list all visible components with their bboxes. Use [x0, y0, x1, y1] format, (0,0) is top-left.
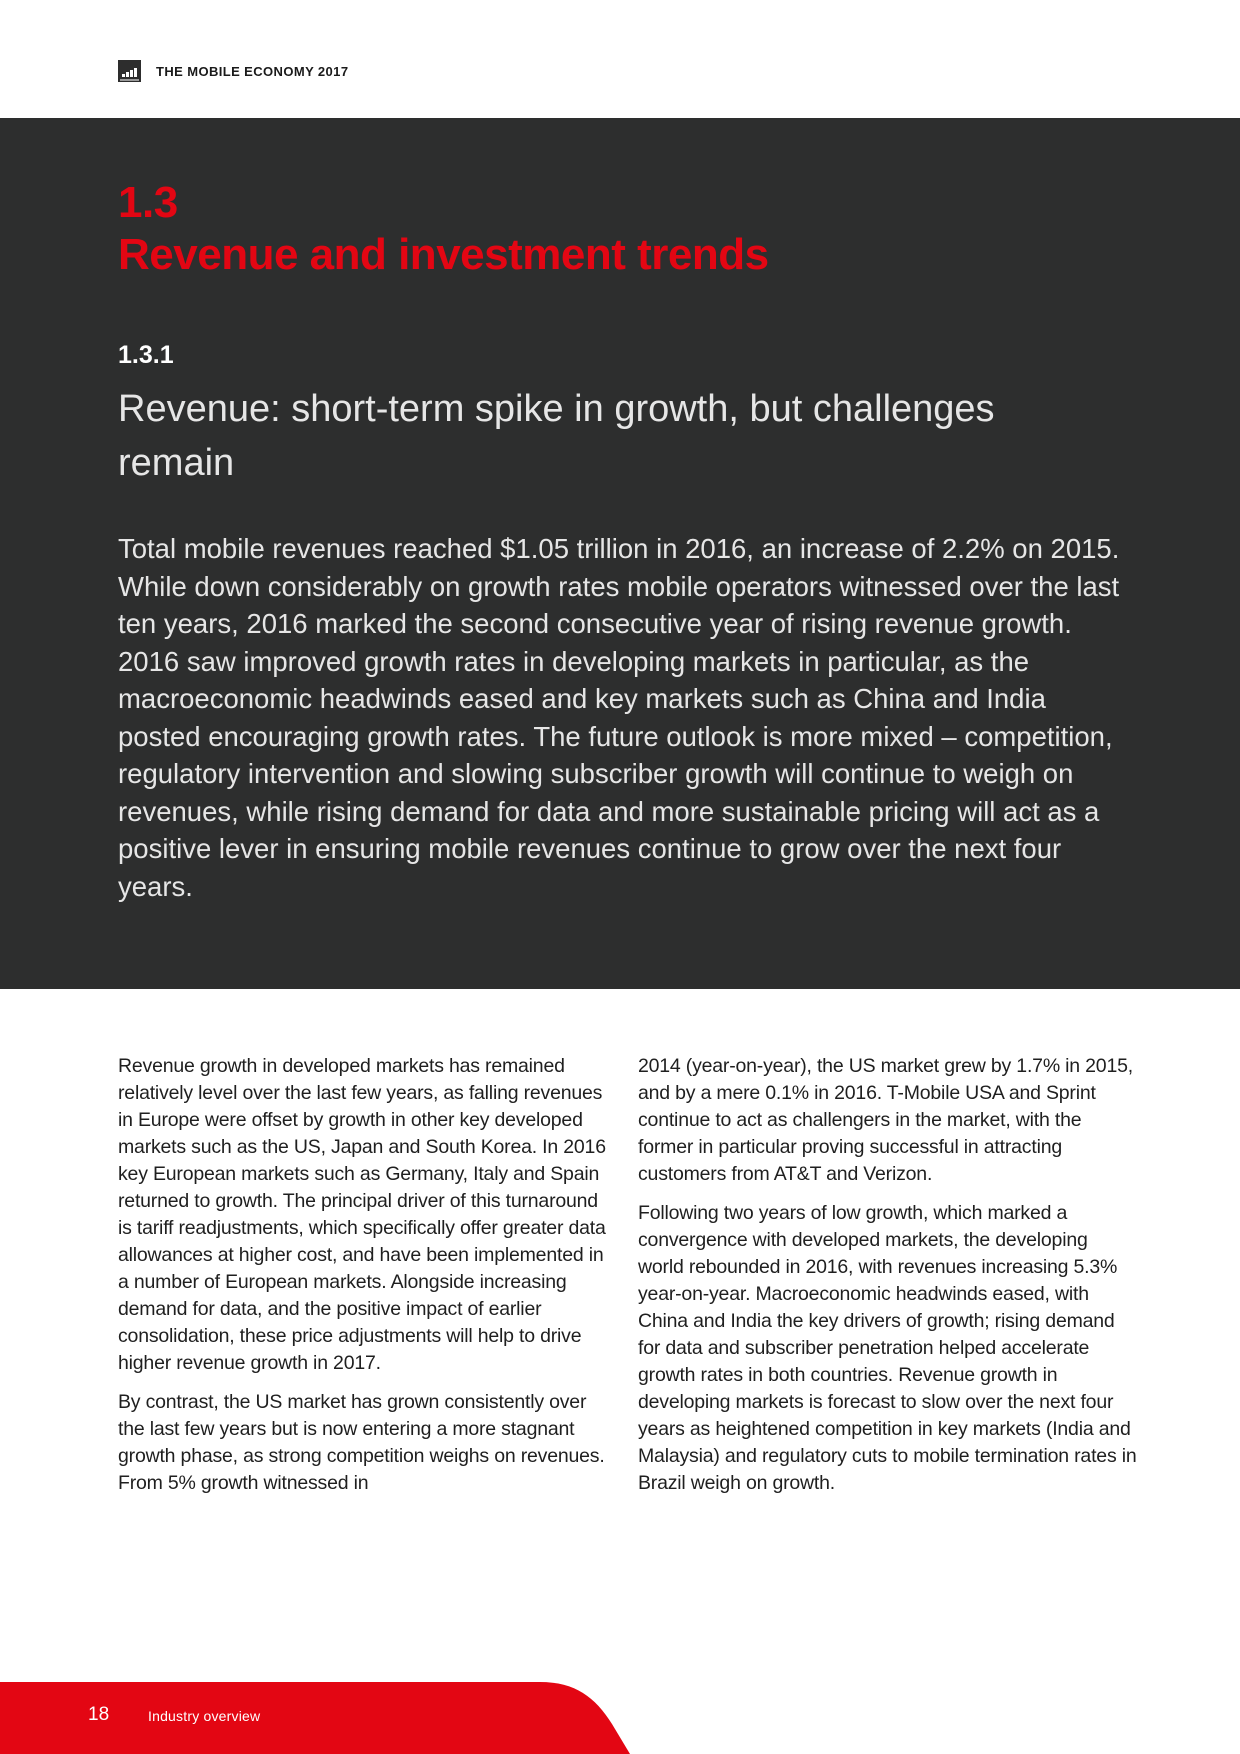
body-paragraph: Following two years of low growth, which marked a convergence with developed markets, the developing world rebounded in 2016, with revenues increasing 5.3% year-on-year. Macroeconomic headwinds eased, with China and India the key drivers of growth; rising demand for data and subscriber penetration helped accelerate growth rates in both countries. Revenue growth in developing markets is forecast to slow over the next four years as heightened competition in key markets (India and Malaysia) and regulatory cuts to mobile termination rates in Brazil weigh on growth.	[638, 1202, 1137, 1494]
publication-title: THE MOBILE ECONOMY 2017	[156, 63, 349, 79]
page-header	[118, 60, 348, 82]
body-paragraph: 2014 (year-on-year), the US market grew by 1.7% in 2015, and by a mere 0.1% in 2016. T-Mobile USA and Sprint continue to act as challengers in the market, with the former in particular proving successful in attracting customers from AT&T and Verizon.	[638, 1055, 1133, 1185]
body-paragraph: By contrast, the US market has grown consistently over the last few years but is now entering a more stagnant growth phase, as strong competition weighs on revenues. From 5% growth witnessed in	[118, 1391, 605, 1494]
intro-panel	[0, 118, 1240, 989]
section-title: Revenue and investment trends	[118, 230, 769, 279]
lead-paragraph: Total mobile revenues reached $1.05 trillion in 2016, an increase of 2.2% on 2015. While down considerably on growth rates mobile operators witnessed over the last ten years, 2016 marked the second consecutive year of rising revenue growth. 2016 saw improved growth rates in developing markets in particular, as the macroeconomic headwinds eased and key markets such as China and India posted encouraging growth rates. The future outlook is more mixed – competition, regulatory intervention and slowing subscriber growth will continue to weigh on revenues, while rising demand for data and more sustainable pricing will act as a positive lever in ensuring mobile revenues continue to grow over the next four years.	[118, 533, 1120, 902]
gsma-logo-icon	[118, 60, 141, 82]
footer-section-name: Industry overview	[148, 1708, 261, 1724]
page-footer	[0, 1682, 1240, 1754]
section-number: 1.3	[118, 178, 178, 227]
body-paragraph: Revenue growth in developed markets has remained relatively level over the last few years, as falling revenues in Europe were offset by growth in other key developed markets such as the US, Japan and South Korea. In 2016 key European markets such as Germany, Italy and Spain returned to growth. The principal driver of this turnaround is tariff readjustments, which specifically offer greater data allowances at higher cost, and have been implemented in a number of European markets. Alongside increasing demand for data, and the positive impact of earlier consolidation, these price adjustments will help to drive higher revenue growth in 2017.	[118, 1055, 606, 1374]
body-column-right	[638, 1053, 1138, 1509]
subsection-number: 1.3.1	[118, 341, 174, 369]
page-number: 18	[88, 1704, 110, 1725]
body-column-left	[118, 1053, 608, 1509]
subsection-title: Revenue: short-term spike in growth, but challenges remain	[118, 388, 995, 484]
